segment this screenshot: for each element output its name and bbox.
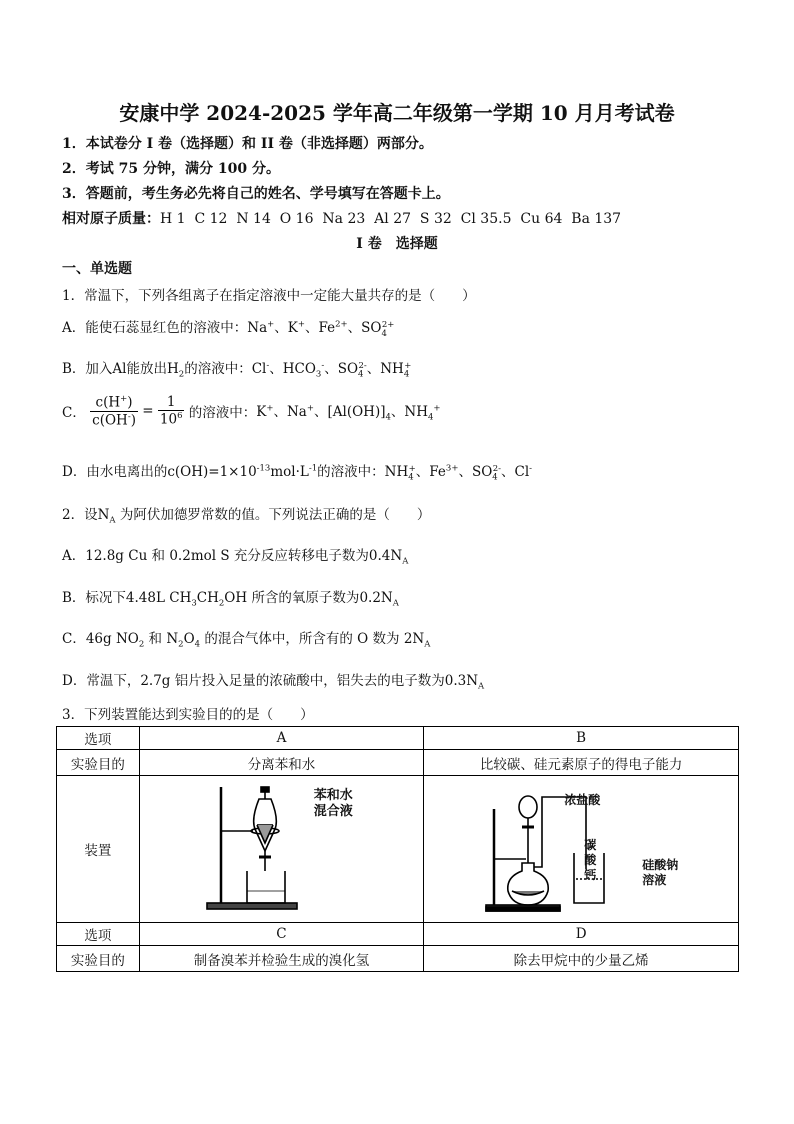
label-b-caco3: 碳 酸 钙 xyxy=(584,838,597,882)
q1-option-c: C． $\frac{c(H^+)}{c(OH^-)}$ = $\frac{1}{10^6}$ 的溶液中：K+、Na+、$[Al(OH)]_4$、$NH_4^+$ xyxy=(62,394,441,428)
table-row xyxy=(57,946,739,972)
purpose-d: 除去甲烷中的少量乙烯 xyxy=(424,946,739,972)
purpose-a: 分离苯和水 xyxy=(139,750,424,776)
exam-title: 安康中学 2024-2025 学年高二年级第一学期 10 月月考试卷 xyxy=(119,101,675,125)
atomic-mass-line: 相对原子质量：H 1 C 12 N 14 O 16 Na 23 Al 27 S 32 Cl 35.5 Cu 64 Ba 137 xyxy=(62,211,622,227)
section-title: I 卷 选择题 xyxy=(356,236,438,252)
experiment-table xyxy=(56,726,739,972)
q3-stem: 3．下列装置能达到实验目的的是（ ） xyxy=(62,707,314,723)
q1-option-d: D．由水电离出的$c(OH)=1\times 10^{-13}mol\cdot L^{-1}$的溶液中：$NH_4^+$、$Fe^{3+}$、$SO_4^{2-}$、Cl- xyxy=(62,463,533,483)
q1-stem: 1．常温下，下列各组离子在指定溶液中一定能大量共存的是（ ） xyxy=(62,288,476,304)
purpose-c: 制备溴苯并检验生成的溴化氢 xyxy=(139,946,424,972)
col-header-d: D xyxy=(424,923,739,946)
q2-option-b: B．标况下4.48L $CH_3CH_2OH$ 所含的氧原子数为$0.2N_A$ xyxy=(62,590,399,609)
table-row xyxy=(57,750,739,776)
table-row xyxy=(57,727,739,750)
table-row xyxy=(57,776,739,923)
col-header-a: A xyxy=(139,727,424,750)
label-b-silicate: 硅酸钠 溶液 xyxy=(642,858,679,887)
row-header-option-2: 选项 xyxy=(57,923,140,946)
instruction-1: 1．本试卷分 I 卷（选择题）和 II 卷（非选择题）两部分。 xyxy=(62,136,433,152)
q2-option-d: D．常温下，2.7g 铝片投入足量的浓硫酸中，铝失去的电子数为$0.3N_A$ xyxy=(62,673,485,692)
apparatus-b xyxy=(424,776,739,923)
q1-option-a: A．能使石蕊显红色的溶液中：Na+、K+、$Fe^{2+}$、$SO_4^{2+}$ xyxy=(62,319,395,339)
row-header-apparatus: 装置 xyxy=(57,776,140,923)
q2-option-a: A．12.8g Cu 和 0.2mol S 充分反应转移电子数为$0.4N_A$ xyxy=(62,548,409,567)
col-header-b: B xyxy=(424,727,739,750)
label-a-mixture: 苯和水 混合液 xyxy=(313,788,353,819)
row-header-option: 选项 xyxy=(57,727,140,750)
label-b-hcl: 浓盐酸 xyxy=(564,793,601,807)
row-header-purpose-2: 实验目的 xyxy=(57,946,140,972)
col-header-c: C xyxy=(139,923,424,946)
row-header-purpose: 实验目的 xyxy=(57,750,140,776)
subsection-title: 一、单选题 xyxy=(62,261,132,277)
q1-option-b: B．加入Al能放出$H_2$的溶液中：Cl-、$HCO_3^-$、$SO_4^{2-}$、$NH_4^+$ xyxy=(62,360,412,380)
table-row xyxy=(57,923,739,946)
instruction-2: 2．考试 75 分钟，满分 100 分。 xyxy=(62,161,280,177)
apparatus-a xyxy=(139,776,424,923)
q2-stem: 2．设$N_A$ 为阿伏加德罗常数的值。下列说法正确的是（ ） xyxy=(62,507,431,526)
instruction-3: 3．答题前，考生务必先将自己的姓名、学号填写在答题卡上。 xyxy=(62,186,450,202)
purpose-b: 比较碳、硅元素原子的得电子能力 xyxy=(424,750,739,776)
q2-option-c: C．46g $NO_2$ 和 $N_2O_4$ 的混合气体中，所含有的 O 数为 $2N_A$ xyxy=(62,631,431,650)
